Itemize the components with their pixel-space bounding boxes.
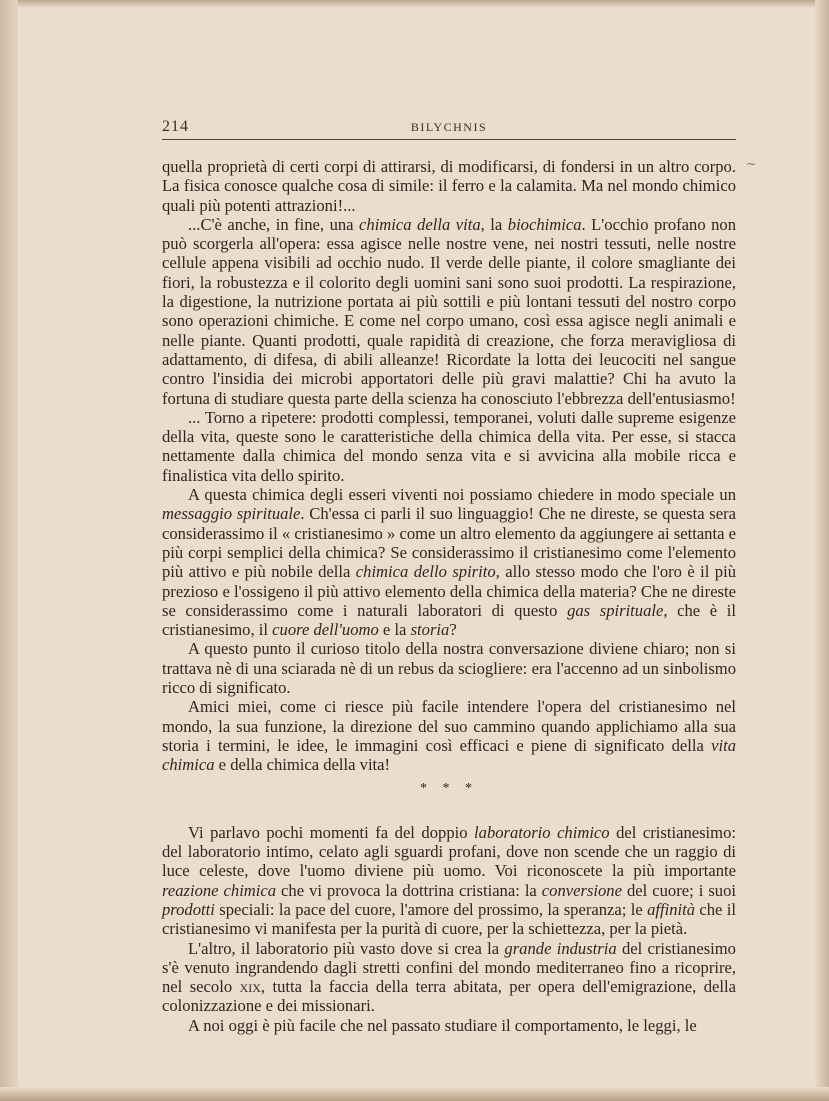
text-section-after-break (162, 823, 736, 1035)
text-run: . Ch'essa ci parli il suo linguaggio! Che ne direste, se questa sera considerassimo il « cristianesimo » come un altro elemento da aggiungere ai settanta e più corpi semplici della chimica? Se considerassimo il cristianesimo come l'elemento più attivo e più nobile della (162, 504, 736, 582)
page-number: 214 (162, 118, 189, 135)
italic-text: vita chimica (162, 735, 736, 775)
text-run: del cristianesimo s'è venuto ingrandendo dagli stretti confini del mondo mediterraneo fino a ricoprire, nel secolo (162, 938, 736, 997)
paragraph (162, 1016, 736, 1035)
paragraph (162, 485, 736, 639)
text-run: L'altro, il laboratorio più vasto dove si crea la (188, 938, 505, 958)
smallcaps-text: xix (239, 977, 261, 997)
paragraph (162, 939, 736, 1016)
text-run: Vi parlavo pochi momenti fa del doppio (188, 822, 475, 842)
text-run: Amici miei, come ci riesce più facile intendere l'opera del cristianesimo nel mondo, la sua funzione, la direzione del suo cammino quando applichiamo alla sua storia i termini, le idee, le immagini così efficaci e piene di significato della (162, 697, 736, 755)
page-top-edge (0, 0, 829, 8)
text-run: quella proprietà di certi corpi di attirarsi, di modificarsi, di fondersi in un altro corpo. La fisica conosce qualche cosa di simile: il ferro e la calamita. Ma nel mondo chimico quali più potenti attrazioni!... (162, 157, 736, 215)
text-run: A questa chimica degli esseri viventi noi possiamo chiedere in modo speciale un (188, 485, 736, 505)
text-run: A questo punto il curioso titolo della nostra conversazione diviene chiaro; non si trattava nè di una sciarada nè di un rebus da sciogliere: era l'accenno ad un sinbolismo ricco di significato. (162, 639, 736, 698)
italic-text: grande industria (504, 938, 617, 958)
paragraph (162, 215, 736, 408)
text-run: e la (378, 620, 411, 640)
header-rule (162, 139, 736, 140)
italic-text: conversione (541, 880, 622, 900)
margin-mark: ~ (746, 157, 757, 171)
text-run: che il cristianesimo vi manifesta per la purità di cuore, per la schiettezza, per la pietà. (162, 899, 737, 939)
italic-text: chimica della vita (359, 214, 481, 234)
text-run: speciali: la pace del cuore, l'amore del prossimo, la speranza; le (214, 899, 648, 919)
text-run: , allo stesso modo che l'oro è il più prezioso e l'ossigeno il più attivo elemento della chimica della materia? Che ne direste se considerassimo come i naturali laboratori di questo (162, 562, 736, 620)
italic-text: laboratorio chimico (474, 822, 610, 842)
section-gap (162, 806, 736, 823)
journal-title: BILYCHNIS (410, 120, 488, 134)
text-run: . L'occhio profano non può scorgerla all'opera: essa agisce nelle nostre vene, nei nostri tessuti, nelle nostre cellule appena visibili ad occhio nudo. Il verde delle piante, il colore smagliante dei fiori, la robustezza e il colorito degli uomini sani sono suoi prodotti. La respirazione, la digestione, la nutrizione portata ai più sottili e più lontani tessuti del nostro corpo sono operazioni chimiche. E come nel corpo umano, così essa agisce negli animali e nelle piante. Quanti prodotti, quale rapidità di creazione, che forza meravigliosa di adattamento, di difesa, di abili alleanze! Ricordate la lotta dei leucociti nel sangue contro l'insidia dei microbi apportatori delle più gravi malattie? Chi ha avuto la fortuna di studiare questa parte della scienza ha conosciuto l'ebbrezza dell'entusiasmo! (162, 214, 737, 408)
section-break: * * * (420, 780, 478, 796)
text-section-before-break (162, 157, 736, 775)
italic-text: gas spirituale (567, 600, 664, 620)
italic-text: storia (410, 620, 450, 640)
page-bottom-edge (0, 1087, 829, 1101)
text-run: e della chimica della vita! (214, 755, 391, 775)
paragraph (162, 823, 736, 939)
text-run: , tutta la faccia della terra abitata, per opera dell'emigrazione, della colonizzazione e dei missionari. (162, 977, 736, 1016)
text-run: , che è il cristianesimo, il (162, 600, 737, 640)
text-run: , la (480, 214, 508, 234)
paragraph (162, 408, 736, 485)
italic-text: cuore dell'uomo (272, 620, 379, 640)
paragraph (162, 157, 736, 215)
text-run: ? (449, 620, 457, 640)
paragraph (162, 697, 736, 774)
text-run: del cristianesimo: del laboratorio intimo, celato agli sguardi profani, dove non scende che un raggio di luce celeste, dove l'uomo diviene più uomo. Voi riconoscete la più importante (162, 822, 736, 881)
page-right-edge (815, 0, 829, 1101)
italic-text: affinità (647, 899, 696, 919)
text-run: ...C'è anche, in fine, una (188, 214, 360, 234)
page-left-edge (0, 0, 18, 1101)
text-run: che vi provoca la dottrina cristiana: la (276, 880, 542, 900)
text-run: del cuore; i suoi (621, 880, 736, 900)
italic-text: messaggio spirituale (162, 504, 301, 524)
text-run: ... Torno a ripetere: prodotti complessi, temporanei, voluti dalle supreme esigenze della vita, queste sono le caratteristiche della chimica della vita. Per esse, si stacca nettamente dalla chimica del mondo senza vita e si avvicina alla mobile ricca e finalistica vita dello spirito. (162, 407, 736, 485)
text-run: A noi oggi è più facile che nel passato studiare il comportamento, le leggi, le (188, 1015, 697, 1035)
paragraph (162, 639, 736, 697)
italic-text: prodotti (162, 899, 215, 919)
italic-text: reazione chimica (162, 880, 277, 900)
body-text (162, 157, 736, 1035)
italic-text: biochimica (507, 214, 582, 234)
italic-text: chimica dello spirito (355, 562, 496, 582)
